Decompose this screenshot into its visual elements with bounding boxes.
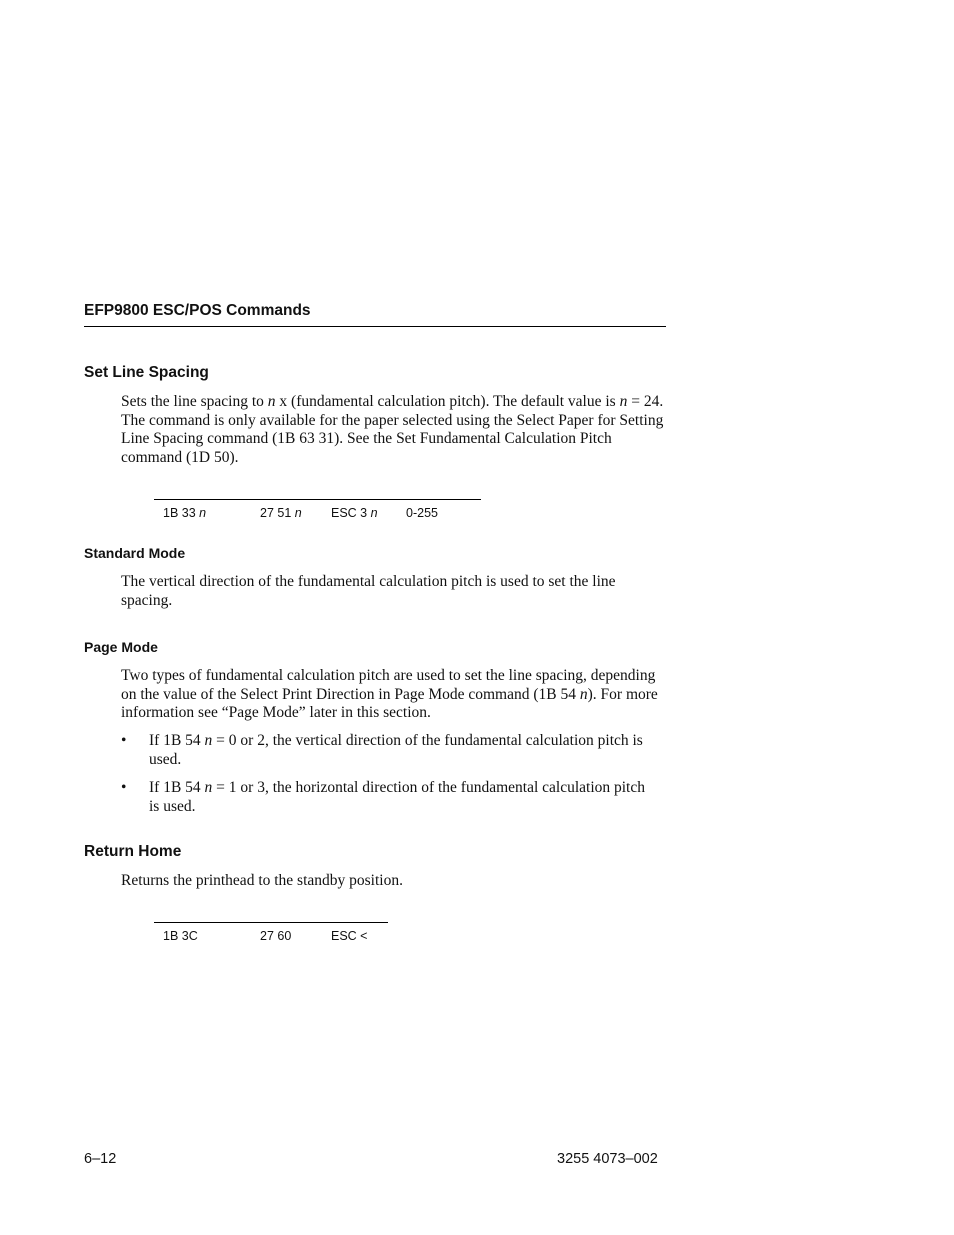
running-header: EFP9800 ESC/POS Commands	[84, 302, 666, 327]
page-number: 6–12	[84, 1151, 117, 1167]
section-heading-return-home: Return Home	[84, 843, 182, 860]
parameter-range: 0-255	[406, 506, 438, 520]
section-heading-set-line-spacing: Set Line Spacing	[84, 364, 209, 381]
standard-mode-description: The vertical direction of the fundamental calculation pitch is used to set the line spacing.	[121, 573, 616, 609]
subheading-standard-mode: Standard Mode	[84, 545, 186, 561]
decimal-code: 27 51 n	[260, 506, 302, 520]
ascii-code: ESC 3 n	[331, 506, 378, 520]
bullet-icon: •	[121, 779, 127, 796]
bullet-icon: •	[121, 732, 127, 749]
hex-code: 1B 33 n	[163, 506, 207, 520]
return-home-description: Returns the printhead to the standby position.	[121, 872, 403, 889]
hex-code: 1B 3C	[163, 929, 198, 943]
command-table-set-line-spacing	[154, 499, 481, 524]
command-table-return-home	[154, 922, 388, 947]
list-item-text: If 1B 54 n = 1 or 3, the horizontal direction of the fundamental calculation pitch is used.	[149, 779, 645, 815]
subheading-page-mode: Page Mode	[84, 639, 158, 655]
page-mode-description: Two types of fundamental calculation pitch are used to set the line spacing, depending on the value of the Select Print Direction in Page Mode command (1B 54 n). For more information see “Page Mode” later in this section.	[121, 667, 658, 722]
set-line-spacing-description: Sets the line spacing to n x (fundamental calculation pitch). The default value is n = 24. The command is only available for the paper selected using the Select Paper for Setting Line Spacing command (1B 63 31). See the Set Fundamental Calculation Pitch command (1D 50).	[121, 393, 664, 467]
decimal-code: 27 60	[260, 929, 292, 943]
ascii-code: ESC <	[331, 929, 368, 943]
document-number: 3255 4073–002	[557, 1151, 658, 1167]
list-item-text: If 1B 54 n = 0 or 2, the vertical direction of the fundamental calculation pitch is used.	[149, 732, 643, 768]
